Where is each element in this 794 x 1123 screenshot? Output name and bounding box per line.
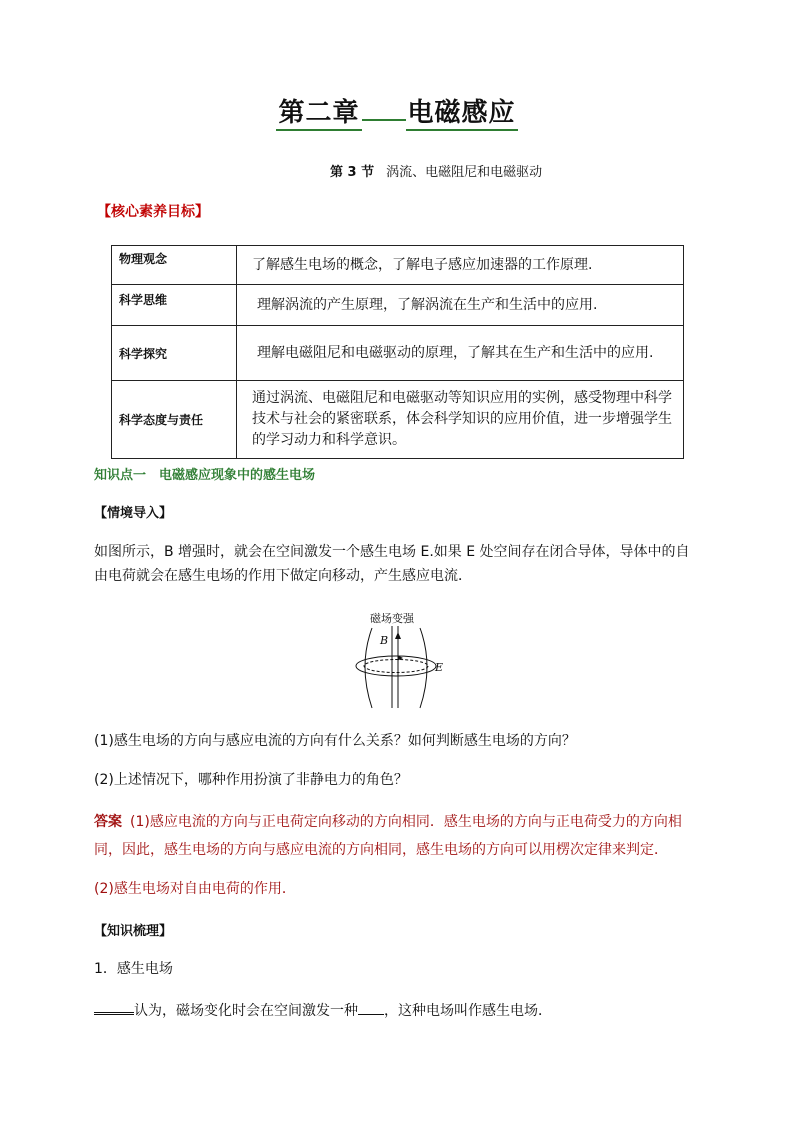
induced-field-loop [364, 660, 428, 673]
answer-part-2: (2)感生电场对自由电荷的作用． [94, 881, 296, 897]
knowledge-point-title: 知识点一 电磁感应现象中的感生电场 [94, 468, 316, 483]
fill-in-text-b: ，这种电场叫作感生电场． [384, 1003, 552, 1019]
fill-in-blank[interactable] [94, 1012, 134, 1015]
goal-key: 物理观念 [112, 246, 237, 285]
fill-in-text-a: 认为，磁场变化时会在空间激发一种 [134, 1003, 358, 1019]
goal-key: 科学探究 [112, 326, 237, 381]
induced-field-figure [340, 608, 460, 712]
section-title [330, 161, 542, 180]
figure-caption: 磁场变强 [370, 612, 414, 625]
answer-text: (1)感应电流的方向与正电荷定向移动的方向相同．感生电场的方向与正电荷受力的方向相同，因此，感生电场的方向与感应电流的方向相同，感生电场的方向可以用楞次定律来判定． [94, 814, 682, 858]
label-e: E [435, 661, 444, 674]
answer-label: 答案 [94, 814, 122, 830]
closed-conductor-ring [356, 656, 436, 676]
goals-table [111, 245, 684, 459]
table-row [112, 246, 684, 285]
question-2: (2)上述情况下，哪种作用扮演了非静电力的角色？ [94, 772, 408, 788]
goal-text: 通过涡流、电磁阻尼和电磁驱动等知识应用的实例，感受物理中科学技术与社会的紧密联系，体会科学知识的应用价值，进一步增强学生的学习动力和科学意识。 [237, 381, 684, 459]
goal-text: 理解电磁阻尼和电磁驱动的原理，了解其在生产和生活中的应用. [237, 326, 684, 381]
goal-text: 理解涡流的产生原理，了解涡流在生产和生活中的应用. [237, 285, 684, 326]
table-row [112, 326, 684, 381]
intro-text: 如图所示，B 增强时，就会在空间激发一个感生电场 E.如果 E 处空间存在闭合导体，导体中的自由电荷就会在感生电场的作用下做定向移动，产生感应电流． [94, 544, 690, 584]
section-name: 涡流、电磁阻尼和电磁驱动 [386, 165, 543, 180]
chapter-title [0, 92, 794, 129]
goal-text: 了解感生电场的概念，了解电子感应加速器的工作原理. [237, 246, 684, 285]
review-heading: 【知识梳理】 [94, 924, 173, 939]
goal-key: 科学思维 [112, 285, 237, 326]
field-line [365, 628, 372, 708]
item-1-title: 1．感生电场 [94, 961, 173, 977]
answer-part-1 [94, 808, 704, 864]
arrow-up-icon [395, 632, 401, 639]
fill-in-blank[interactable] [358, 1014, 384, 1015]
chapter-name: 电磁感应 [406, 98, 518, 131]
question-1: (1)感生电场的方向与感应电流的方向有什么关系？如何判断感生电场的方向？ [94, 733, 576, 749]
label-b: B [380, 634, 389, 647]
goals-heading: 【核心素养目标】 [97, 204, 209, 220]
table-row [112, 285, 684, 326]
goal-key: 科学态度与责任 [112, 381, 237, 459]
fill-in-sentence [94, 999, 552, 1023]
table-row [112, 381, 684, 459]
chapter-number: 第二章 [276, 98, 361, 131]
field-line [420, 628, 427, 708]
section-number: 第 3 节 [330, 165, 375, 180]
intro-heading: 【情境导入】 [94, 506, 173, 521]
